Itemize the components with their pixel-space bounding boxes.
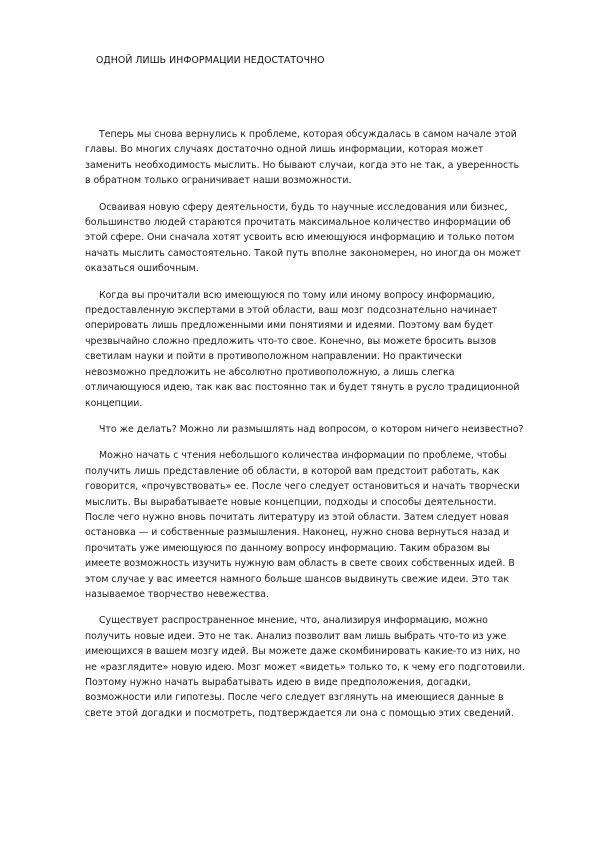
paragraph-4: Что же делать? Можно ли размышлять над вопросом, о котором ничего неизвестно? <box>99 423 524 435</box>
paragraph-5: Можно начать с чтения небольшого количества информации по проблеме, чтобы получить лишь представление об области, в которой вам предстоит работать, как говорится, «прочувствовать» ее. После чего следует остановиться и начать творчески мыслить. Вы вырабатываете новые концепции, подходы и способы деятельности. После чего нужно вновь почитать литературу из этой области. Затем следует новая остановка — и собственные размышления. Наконец, нужно снова вернуться назад и прочитать уже имеющуюся по данному вопросу информацию. Таким образом вы имеете возможность изучить нужную вам область в свете своих собственных идей. В этом случае у вас имеется намного больше шансов выдвинуть свежие идеи. Это так называемое творчество невежества. <box>85 450 520 600</box>
paragraph-3: Когда вы прочитали всю имеющуюся по тому или иному вопросу информацию, предоставленную экспертами в этой области, ваш мозг подсознательно начинает оперировать лишь предложенными ими понятиями и идеями. Поэтому вам будет чрезвычайно сложно предложить что-то свое. Конечно, вы можете бросить вызов светилам науки и пойти в противоположном направлении. Но практически невозможно предложить не абсолютно противоположную, а лишь слегка отличающуюся идею, так как вас постоянно так и будет тянуть в русло традиционной концепции. <box>85 289 520 409</box>
document-body <box>85 127 525 732</box>
paragraph-6: Существует распространенное мнение, что, анализируя информацию, можно получить новые идеи. Это не так. Анализ позволит вам лишь выбрать что-то из уже имеющихся в вашем мозгу идей. Вы можете даже скомбинировать какие-то из них, но не «разглядите» новую идею. Мозг может «видеть» только то, к чему его подготовили. Поэтому нужно начать вырабатывать идею в виде предположения, догадки, возможности или гипотезы. После чего следует взглянуть на имеющиеся данные в свете этой догадки и посмотреть, подтверждается ли она с помощью этих сведений. <box>85 615 525 719</box>
document-title: ОДНОЙ ЛИШЬ ИНФОРМАЦИИ НЕДОСТАТОЧНО <box>96 55 325 66</box>
paragraph-2: Осваивая новую сферу деятельности, будь то научные исследования или бизнес, большинство людей стараются прочитать максимальное количество информации об этой сфере. Они сначала хотят усвоить всю имеющуюся информацию и только потом начать мыслить самостоятельно. Такой путь вполне закономерен, но иногда он может оказаться ошибочным. <box>85 201 521 275</box>
paragraph-1: Теперь мы снова вернулись к проблеме, которая обсуждалась в самом начале этой главы. Во многих случаях достаточно одной лишь информации, которая может заменить необходимость мыслить. Но бывают случаи, когда это не так, а уверенность в обратном только ограничивает наши возможности. <box>85 129 520 187</box>
